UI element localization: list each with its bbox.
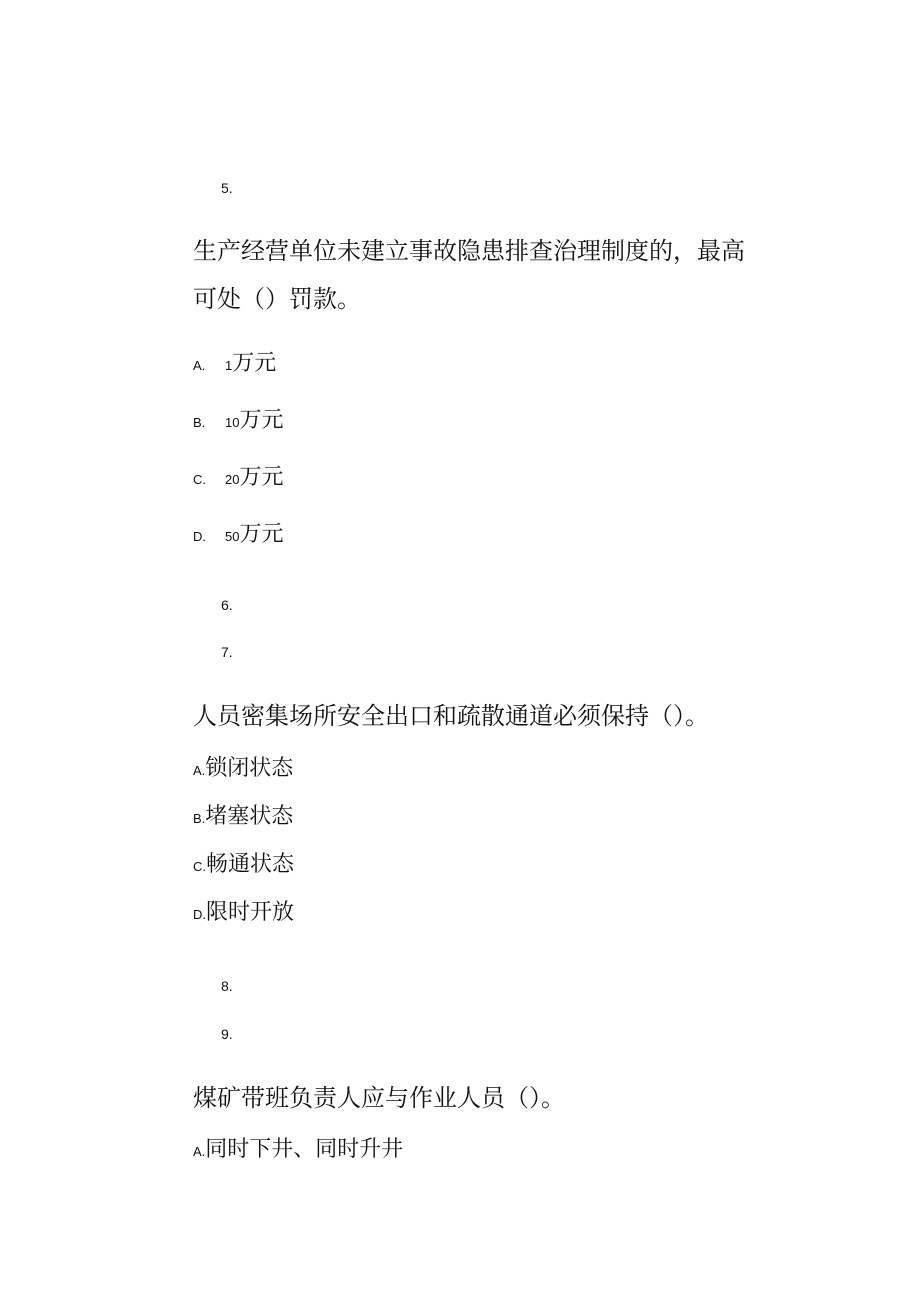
option-text: 堵塞状态 — [205, 804, 294, 829]
option-letter: C. — [193, 472, 206, 487]
question-5-option-c[interactable] — [193, 460, 283, 490]
option-text: 同时下井、同时升井 — [205, 1137, 404, 1162]
option-letter: D. — [193, 529, 206, 544]
option-letter: A. — [193, 358, 206, 373]
question-number-5: 5. — [221, 180, 233, 196]
question-7-text-line-1: 人员密集场所安全出口和疏散通道必须保持（）。 — [193, 702, 709, 730]
question-number-8: 8. — [221, 978, 233, 994]
question-7-option-a[interactable] — [193, 751, 293, 781]
option-value: 50 — [225, 529, 240, 544]
option-value: 1 — [225, 358, 233, 373]
option-unit: 万元 — [239, 465, 284, 490]
question-number-6: 6. — [221, 597, 233, 613]
option-value: 20 — [225, 472, 240, 487]
question-5-text-line-1: 生产经营单位未建立事故隐患排查治理制度的，最高 — [193, 237, 745, 265]
question-number-7: 7. — [221, 644, 233, 660]
option-letter: A. — [193, 1144, 206, 1159]
option-text: 畅通状态 — [206, 852, 295, 877]
question-7-option-d[interactable] — [193, 895, 294, 925]
question-5-option-d[interactable] — [193, 517, 283, 547]
option-letter: D. — [193, 907, 206, 922]
question-9-text-line-1: 煤矿带班负责人应与作业人员（）。 — [193, 1084, 565, 1112]
question-9-option-a[interactable] — [193, 1132, 403, 1162]
question-5-text-line-2: 可处（）罚款。 — [193, 285, 361, 313]
option-letter: A. — [193, 763, 206, 778]
option-text: 锁闭状态 — [205, 756, 294, 781]
question-number-9: 9. — [221, 1026, 233, 1042]
option-letter: B. — [193, 415, 206, 430]
option-value: 10 — [225, 415, 240, 430]
question-7-option-c[interactable] — [193, 847, 294, 877]
option-letter: C. — [193, 859, 206, 874]
option-unit: 万元 — [232, 351, 277, 376]
question-5-option-a[interactable] — [193, 346, 276, 376]
option-unit: 万元 — [239, 408, 284, 433]
question-5-option-b[interactable] — [193, 403, 283, 433]
option-letter: B. — [193, 811, 206, 826]
option-unit: 万元 — [239, 522, 284, 547]
option-text: 限时开放 — [206, 900, 295, 925]
question-7-option-b[interactable] — [193, 799, 293, 829]
